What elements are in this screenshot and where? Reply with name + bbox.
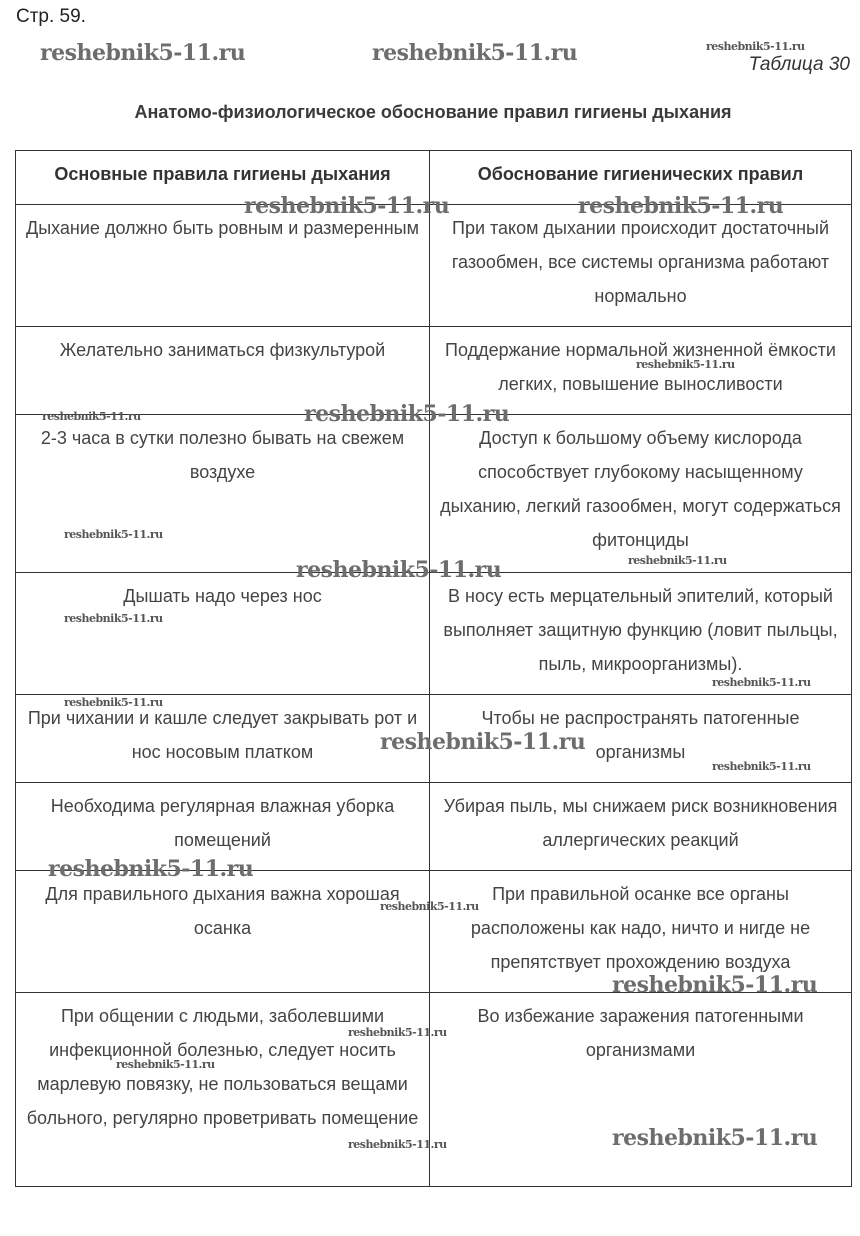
watermark: reshebnik5-11.ru <box>612 972 818 998</box>
watermark: reshebnik5-11.ru <box>380 900 479 913</box>
watermark: reshebnik5-11.ru <box>628 554 727 567</box>
watermark: reshebnik5-11.ru <box>706 40 805 53</box>
page-number: Стр. 59. <box>16 6 86 27</box>
header-rules: Основные правила гигиены дыхания <box>16 151 430 205</box>
watermark: reshebnik5-11.ru <box>116 1058 215 1071</box>
watermark: reshebnik5-11.ru <box>296 557 502 583</box>
table-row <box>16 415 852 573</box>
watermark: reshebnik5-11.ru <box>348 1026 447 1039</box>
watermark: reshebnik5-11.ru <box>64 612 163 625</box>
reason-cell: Чтобы не распространять патогенные организмы <box>430 695 852 783</box>
watermark: reshebnik5-11.ru <box>64 528 163 541</box>
header-reasons: Обоснование гигиенических правил <box>430 151 852 205</box>
watermark: reshebnik5-11.ru <box>40 40 246 66</box>
watermark: reshebnik5-11.ru <box>64 696 163 709</box>
reason-cell: Доступ к большому объему кислорода способствует глубокому насыщенному дыханию, легкий газообмен, могут содержаться фитонциды <box>430 415 852 573</box>
reason-cell: При таком дыхании происходит достаточный газообмен, все системы организма работают нормально <box>430 205 852 327</box>
table-title: Анатомо-физиологическое обоснование правил гигиены дыхания <box>134 102 732 122</box>
watermark: reshebnik5-11.ru <box>348 1138 447 1151</box>
reason-cell: В носу есть мерцательный эпителий, который выполняет защитную функцию (ловит пыльцы, пыль, микроорганизмы). <box>430 573 852 695</box>
watermark: reshebnik5-11.ru <box>42 410 141 423</box>
watermark: reshebnik5-11.ru <box>372 40 578 66</box>
reason-cell: Поддержание нормальной жизненной ёмкости легких, повышение выносливости <box>430 327 852 415</box>
reason-cell: Во избежание заражения патогенными организмами <box>430 993 852 1187</box>
rule-cell: Необходима регулярная влажная уборка помещений <box>16 783 430 871</box>
watermark: reshebnik5-11.ru <box>304 401 510 427</box>
watermark: reshebnik5-11.ru <box>48 856 254 882</box>
reason-cell: Убирая пыль, мы снижаем риск возникновения аллергических реакций <box>430 783 852 871</box>
rule-cell: Дыхание должно быть ровным и размеренным <box>16 205 430 327</box>
rule-cell: При общении с людьми, заболевшими инфекционной болезнью, следует носить марлевую повязку, не пользоваться вещами больного, регулярно проветривать помещение <box>16 993 430 1187</box>
table-row <box>16 205 852 327</box>
rule-cell: Дышать надо через нос <box>16 573 430 695</box>
table-number: Таблица 30 <box>748 54 850 75</box>
watermark: reshebnik5-11.ru <box>380 729 586 755</box>
watermark: reshebnik5-11.ru <box>244 193 450 219</box>
watermark: reshebnik5-11.ru <box>612 1125 818 1151</box>
table-row <box>16 993 852 1187</box>
rule-cell: При чихании и кашле следует закрывать рот и нос носовым платком <box>16 695 430 783</box>
rule-cell: 2-3 часа в сутки полезно бывать на свежем воздухе <box>16 415 430 573</box>
rule-cell: Для правильного дыхания важна хорошая осанка <box>16 871 430 993</box>
rule-cell: Желательно заниматься физкультурой <box>16 327 430 415</box>
watermark: reshebnik5-11.ru <box>712 676 811 689</box>
watermark: reshebnik5-11.ru <box>712 760 811 773</box>
watermark: reshebnik5-11.ru <box>636 358 735 371</box>
watermark: reshebnik5-11.ru <box>578 193 784 219</box>
reason-cell: При правильной осанке все органы расположены как надо, ничто и нигде не препятствует прохождению воздуха <box>430 871 852 993</box>
